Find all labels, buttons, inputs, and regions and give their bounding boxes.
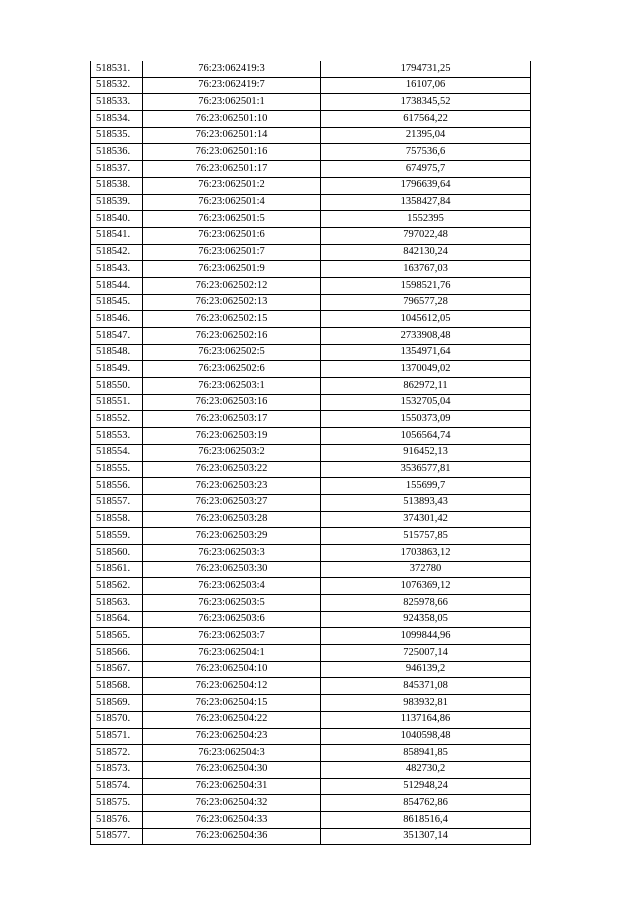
cadastral-number-cell: 76:23:062503:28 xyxy=(143,511,321,528)
value-cell: 163767,03 xyxy=(321,261,531,278)
value-cell: 674975,7 xyxy=(321,161,531,178)
row-number-cell: 518568. xyxy=(91,678,143,695)
cadastral-number-cell: 76:23:062503:16 xyxy=(143,394,321,411)
value-cell: 155699,7 xyxy=(321,478,531,495)
cadastral-number-cell: 76:23:062504:33 xyxy=(143,811,321,828)
value-cell: 845371,08 xyxy=(321,678,531,695)
table-row xyxy=(91,344,531,361)
row-number-cell: 518531. xyxy=(91,61,143,77)
cadastral-number-cell: 76:23:062504:36 xyxy=(143,828,321,845)
table-row xyxy=(91,761,531,778)
row-number-cell: 518575. xyxy=(91,795,143,812)
cadastral-number-cell: 76:23:062501:14 xyxy=(143,127,321,144)
table-row xyxy=(91,611,531,628)
table-row xyxy=(91,294,531,311)
value-cell: 983932,81 xyxy=(321,695,531,712)
cadastral-number-cell: 76:23:062503:3 xyxy=(143,544,321,561)
cadastral-number-cell: 76:23:062503:27 xyxy=(143,494,321,511)
cadastral-number-cell: 76:23:062503:29 xyxy=(143,528,321,545)
row-number-cell: 518563. xyxy=(91,595,143,612)
row-number-cell: 518566. xyxy=(91,645,143,662)
row-number-cell: 518562. xyxy=(91,578,143,595)
value-cell: 1354971,64 xyxy=(321,344,531,361)
row-number-cell: 518573. xyxy=(91,761,143,778)
row-number-cell: 518571. xyxy=(91,728,143,745)
table-row xyxy=(91,494,531,511)
table-row xyxy=(91,277,531,294)
value-cell: 1532705,04 xyxy=(321,394,531,411)
cadastral-number-cell: 76:23:062419:3 xyxy=(143,61,321,77)
row-number-cell: 518535. xyxy=(91,127,143,144)
row-number-cell: 518572. xyxy=(91,745,143,762)
table-row xyxy=(91,645,531,662)
value-cell: 825978,66 xyxy=(321,595,531,612)
table-row xyxy=(91,478,531,495)
value-cell: 1040598,48 xyxy=(321,728,531,745)
value-cell: 8618516,4 xyxy=(321,811,531,828)
row-number-cell: 518557. xyxy=(91,494,143,511)
row-number-cell: 518559. xyxy=(91,528,143,545)
row-number-cell: 518576. xyxy=(91,811,143,828)
cadastral-number-cell: 76:23:062501:6 xyxy=(143,227,321,244)
cadastral-number-cell: 76:23:062503:5 xyxy=(143,595,321,612)
table-row xyxy=(91,561,531,578)
table-row xyxy=(91,127,531,144)
row-number-cell: 518555. xyxy=(91,461,143,478)
value-cell: 757536,6 xyxy=(321,144,531,161)
table-row xyxy=(91,94,531,111)
value-cell: 725007,14 xyxy=(321,645,531,662)
table-row xyxy=(91,394,531,411)
cadastral-number-cell: 76:23:062503:7 xyxy=(143,628,321,645)
row-number-cell: 518551. xyxy=(91,394,143,411)
table-row xyxy=(91,111,531,128)
table-row xyxy=(91,261,531,278)
table-row xyxy=(91,227,531,244)
table-row xyxy=(91,828,531,845)
row-number-cell: 518569. xyxy=(91,695,143,712)
value-cell: 946139,2 xyxy=(321,661,531,678)
table-row xyxy=(91,444,531,461)
cadastral-number-cell: 76:23:062503:2 xyxy=(143,444,321,461)
value-cell: 16107,06 xyxy=(321,77,531,94)
table-row xyxy=(91,678,531,695)
cadastral-number-cell: 76:23:062503:23 xyxy=(143,478,321,495)
table-row xyxy=(91,628,531,645)
row-number-cell: 518537. xyxy=(91,161,143,178)
row-number-cell: 518567. xyxy=(91,661,143,678)
value-cell: 1076369,12 xyxy=(321,578,531,595)
value-cell: 617564,22 xyxy=(321,111,531,128)
row-number-cell: 518558. xyxy=(91,511,143,528)
value-cell: 796577,28 xyxy=(321,294,531,311)
cadastral-number-cell: 76:23:062504:31 xyxy=(143,778,321,795)
table-row xyxy=(91,328,531,345)
value-cell: 351307,14 xyxy=(321,828,531,845)
table-row xyxy=(91,161,531,178)
table-row xyxy=(91,578,531,595)
cadastral-number-cell: 76:23:062502:16 xyxy=(143,328,321,345)
table-row xyxy=(91,61,531,77)
row-number-cell: 518549. xyxy=(91,361,143,378)
value-cell: 21395,04 xyxy=(321,127,531,144)
table-row xyxy=(91,211,531,228)
cadastral-number-cell: 76:23:062501:10 xyxy=(143,111,321,128)
table-row xyxy=(91,411,531,428)
table-row xyxy=(91,728,531,745)
row-number-cell: 518574. xyxy=(91,778,143,795)
row-number-cell: 518577. xyxy=(91,828,143,845)
table-row xyxy=(91,795,531,812)
value-cell: 1738345,52 xyxy=(321,94,531,111)
value-cell: 924358,05 xyxy=(321,611,531,628)
value-cell: 1598521,76 xyxy=(321,277,531,294)
cadastral-number-cell: 76:23:062503:1 xyxy=(143,378,321,395)
row-number-cell: 518550. xyxy=(91,378,143,395)
value-cell: 1796639,64 xyxy=(321,177,531,194)
row-number-cell: 518560. xyxy=(91,544,143,561)
cadastral-number-cell: 76:23:062503:19 xyxy=(143,428,321,445)
table-row xyxy=(91,177,531,194)
value-cell: 374301,42 xyxy=(321,511,531,528)
table-row xyxy=(91,745,531,762)
value-cell: 1045612,05 xyxy=(321,311,531,328)
row-number-cell: 518545. xyxy=(91,294,143,311)
table-body xyxy=(91,61,531,845)
table-row xyxy=(91,428,531,445)
table-row xyxy=(91,778,531,795)
table-row xyxy=(91,461,531,478)
row-number-cell: 518561. xyxy=(91,561,143,578)
value-cell: 916452,13 xyxy=(321,444,531,461)
value-cell: 1794731,25 xyxy=(321,61,531,77)
cadastral-number-cell: 76:23:062502:15 xyxy=(143,311,321,328)
value-cell: 482730,2 xyxy=(321,761,531,778)
value-cell: 3536577,81 xyxy=(321,461,531,478)
table-row xyxy=(91,528,531,545)
table-row xyxy=(91,378,531,395)
cadastral-number-cell: 76:23:062504:23 xyxy=(143,728,321,745)
value-cell: 1137164,86 xyxy=(321,711,531,728)
cadastral-number-cell: 76:23:062501:17 xyxy=(143,161,321,178)
cadastral-number-cell: 76:23:062502:5 xyxy=(143,344,321,361)
row-number-cell: 518539. xyxy=(91,194,143,211)
cadastral-number-cell: 76:23:062504:10 xyxy=(143,661,321,678)
table-row xyxy=(91,361,531,378)
table-row xyxy=(91,811,531,828)
cadastral-number-cell: 76:23:062504:15 xyxy=(143,695,321,712)
row-number-cell: 518554. xyxy=(91,444,143,461)
row-number-cell: 518546. xyxy=(91,311,143,328)
row-number-cell: 518542. xyxy=(91,244,143,261)
row-number-cell: 518544. xyxy=(91,277,143,294)
cadastral-number-cell: 76:23:062419:7 xyxy=(143,77,321,94)
value-cell: 858941,85 xyxy=(321,745,531,762)
row-number-cell: 518548. xyxy=(91,344,143,361)
row-number-cell: 518565. xyxy=(91,628,143,645)
cadastral-number-cell: 76:23:062504:22 xyxy=(143,711,321,728)
cadastral-number-cell: 76:23:062502:6 xyxy=(143,361,321,378)
row-number-cell: 518538. xyxy=(91,177,143,194)
row-number-cell: 518532. xyxy=(91,77,143,94)
row-number-cell: 518570. xyxy=(91,711,143,728)
cadastral-number-cell: 76:23:062501:16 xyxy=(143,144,321,161)
row-number-cell: 518552. xyxy=(91,411,143,428)
cadastral-number-cell: 76:23:062504:3 xyxy=(143,745,321,762)
value-cell: 1056564,74 xyxy=(321,428,531,445)
table-row xyxy=(91,77,531,94)
cadastral-number-cell: 76:23:062501:7 xyxy=(143,244,321,261)
table-row xyxy=(91,194,531,211)
row-number-cell: 518553. xyxy=(91,428,143,445)
value-cell: 372780 xyxy=(321,561,531,578)
cadastral-number-cell: 76:23:062501:4 xyxy=(143,194,321,211)
value-cell: 515757,85 xyxy=(321,528,531,545)
cadastral-number-cell: 76:23:062503:6 xyxy=(143,611,321,628)
row-number-cell: 518556. xyxy=(91,478,143,495)
cadastral-number-cell: 76:23:062502:12 xyxy=(143,277,321,294)
cadastral-number-cell: 76:23:062501:9 xyxy=(143,261,321,278)
table-row xyxy=(91,511,531,528)
value-cell: 1552395 xyxy=(321,211,531,228)
cadastral-number-cell: 76:23:062504:12 xyxy=(143,678,321,695)
table-row xyxy=(91,311,531,328)
table-row xyxy=(91,144,531,161)
value-cell: 1703863,12 xyxy=(321,544,531,561)
cadastral-number-cell: 76:23:062503:4 xyxy=(143,578,321,595)
cadastral-number-cell: 76:23:062503:30 xyxy=(143,561,321,578)
value-cell: 842130,24 xyxy=(321,244,531,261)
table-row xyxy=(91,544,531,561)
value-cell: 797022,48 xyxy=(321,227,531,244)
cadastral-number-cell: 76:23:062504:32 xyxy=(143,795,321,812)
row-number-cell: 518533. xyxy=(91,94,143,111)
cadastral-number-cell: 76:23:062504:30 xyxy=(143,761,321,778)
row-number-cell: 518540. xyxy=(91,211,143,228)
value-cell: 1099844,96 xyxy=(321,628,531,645)
cadastral-number-cell: 76:23:062501:5 xyxy=(143,211,321,228)
value-cell: 2733908,48 xyxy=(321,328,531,345)
row-number-cell: 518543. xyxy=(91,261,143,278)
value-cell: 862972,11 xyxy=(321,378,531,395)
row-number-cell: 518564. xyxy=(91,611,143,628)
table-row xyxy=(91,711,531,728)
value-cell: 854762,86 xyxy=(321,795,531,812)
table-row xyxy=(91,695,531,712)
cadastral-number-cell: 76:23:062504:1 xyxy=(143,645,321,662)
row-number-cell: 518534. xyxy=(91,111,143,128)
value-cell: 512948,24 xyxy=(321,778,531,795)
value-cell: 1550373,09 xyxy=(321,411,531,428)
row-number-cell: 518547. xyxy=(91,328,143,345)
table-row xyxy=(91,244,531,261)
cadastral-number-cell: 76:23:062501:1 xyxy=(143,94,321,111)
row-number-cell: 518536. xyxy=(91,144,143,161)
cadastral-number-cell: 76:23:062501:2 xyxy=(143,177,321,194)
cadastral-number-cell: 76:23:062503:22 xyxy=(143,461,321,478)
cadastral-number-cell: 76:23:062503:17 xyxy=(143,411,321,428)
value-cell: 1358427,84 xyxy=(321,194,531,211)
value-cell: 513893,43 xyxy=(321,494,531,511)
table-row xyxy=(91,661,531,678)
row-number-cell: 518541. xyxy=(91,227,143,244)
table-row xyxy=(91,595,531,612)
cadastral-value-table xyxy=(90,61,531,845)
cadastral-number-cell: 76:23:062502:13 xyxy=(143,294,321,311)
value-cell: 1370049,02 xyxy=(321,361,531,378)
